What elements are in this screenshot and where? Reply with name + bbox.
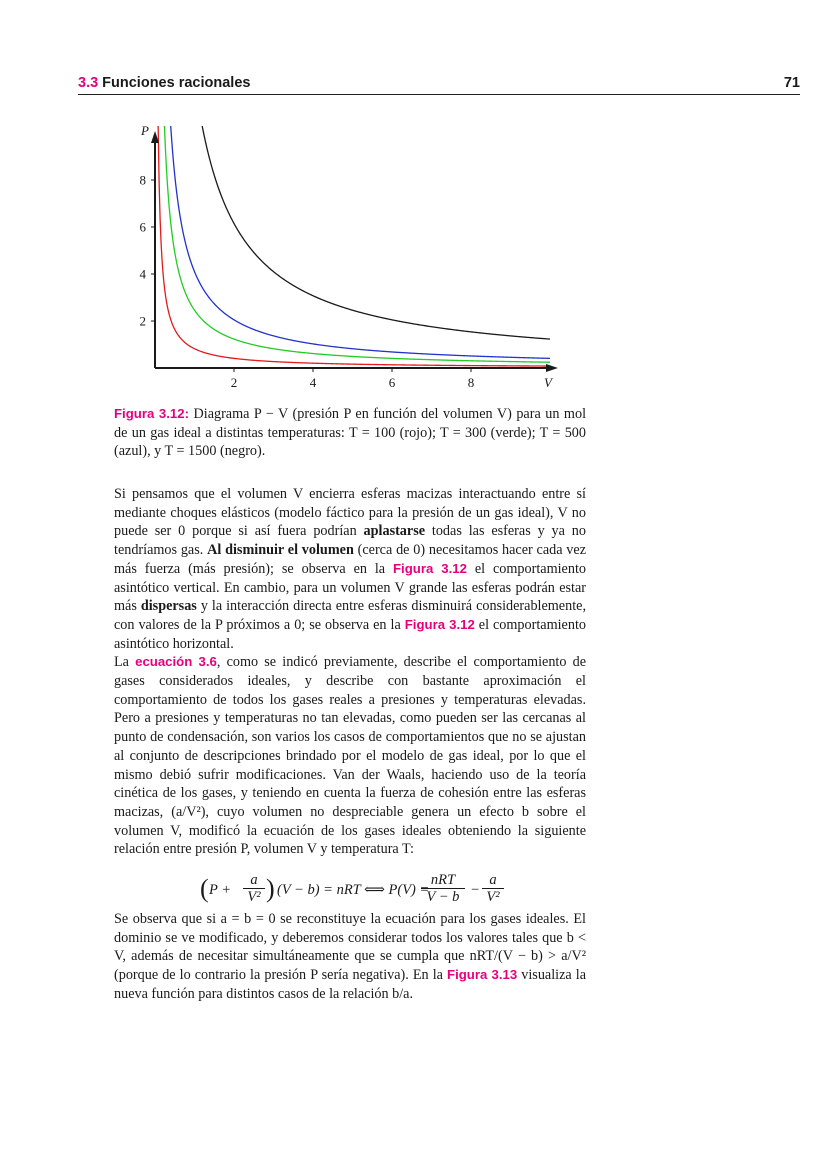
page-number: 71 — [783, 75, 800, 91]
fraction-nrt — [421, 872, 465, 905]
p1-text-2: todas las esferas y ya no tendríamos gas. — [114, 523, 586, 559]
formula-minus: − — [470, 882, 480, 898]
section-title — [78, 75, 250, 91]
x-axis-arrow — [546, 364, 558, 372]
y-tick-label: 6 — [139, 219, 146, 235]
frac-den: V² — [486, 889, 500, 905]
frac-den: V² — [247, 889, 261, 905]
fraction-a-over-v2-b — [482, 872, 504, 905]
caption-text: Diagrama P − V (presión P en función del volumen V) para un mol de un gas ideal a distintas temperaturas: T = 100 (rojo); T = 300 (verde); T = 500 (azul), y T = 1500 (negro). — [114, 406, 587, 460]
figure-caption — [114, 405, 586, 461]
x-tick-label: 6 — [388, 375, 396, 390]
p3-text-1: Se observa que si a = b = 0 se reconstituye la ecuación para los gases ideales. El dominio se ve modificado, y deberemos considerar todos los valores tales que b < V, además de necesitar simultáneamente que se cumpla que nRT/(V − b) > a/V² (porque de lo contrario la presión P sería negativa). En la — [114, 911, 586, 984]
series-line — [202, 126, 550, 339]
figure-ref-link[interactable]: Figura 3.12 — [404, 616, 475, 632]
p1-bold-1: aplastarse — [363, 523, 426, 540]
pv-diagram-chart — [115, 118, 585, 398]
p1-text-3: (cerca de 0) necesitamos hacer cada vez más fuerza (más presión); se observa en la — [114, 542, 586, 577]
x-axis-label: V — [544, 375, 552, 390]
formula-middle: (V − b) = nRT ⟺ P(V) = — [277, 882, 430, 898]
p2-text-2: , como se indicó previamente, describe el comportamiento de gases considerados ideales, y describe con bastante aproximación el comportamiento de todos los gases reales a presiones y temperaturas elevadas. Pero a presiones y temperaturas no tan elevadas, como pueden ser las cercanas al punto de condensación, son varios los casos de comportamientos que no se ajustan al conjunto de descripciones brindado por el modelo de gas ideal, por lo que el mismo debió sufrir modificaciones. Van der Waals, haciendo uso de la teoría cinética de los gases, y teniendo en cuenta la fuerza de cohesión entre las esferas macizas, (a/V²), cuyo volumen no despreciable genera un efecto b sobre el volumen V, modificó la ecuación de los gases ideales obteniendo la siguiente relación entre presión P, volumen V y temperatura T: — [114, 654, 587, 858]
x-tick-label: 2 — [230, 375, 238, 390]
open-paren: ( — [200, 874, 209, 903]
series-line — [164, 126, 550, 362]
caption-label: Figura 3.12: — [114, 406, 189, 421]
running-header — [78, 74, 800, 95]
frac-num: a — [243, 872, 265, 889]
y-tick-label: 2 — [139, 313, 146, 329]
series-layer — [158, 126, 550, 366]
frac-den: V − b — [426, 889, 460, 905]
van-der-waals-equation — [200, 872, 510, 908]
fraction-a-over-v2 — [243, 872, 265, 905]
figure-ref-link[interactable]: Figura 3.13 — [447, 967, 518, 983]
formula-p-plus: P + — [209, 882, 232, 898]
x-tick-label: 4 — [309, 375, 317, 390]
series-line — [171, 126, 550, 358]
axes-layer — [140, 123, 559, 390]
y-axis-label: P — [141, 123, 149, 138]
equation-ref-link[interactable]: ecuación 3.6 — [135, 654, 217, 670]
p1-text-4: el comportamiento asintótico vertical. En cambio, para un volumen V grande las esferas podrán estar más — [114, 560, 586, 615]
p1-text-1: Si pensamos que el volumen V encierra esferas macizas interactuando entre sí mediante choques elásticos (modelo fáctico para la presión de un gas ideal), V no puede ser 0 porque si así fuera podrían — [114, 486, 586, 540]
p3-text-2: visualiza la nueva función para distintos casos de la relación b/a. — [114, 967, 586, 1002]
series-line — [158, 126, 550, 366]
section-number: 3.3 — [78, 75, 99, 91]
paragraph-1 — [114, 485, 586, 859]
p1-bold-2: Al disminuir el volumen — [207, 542, 354, 559]
paragraph-3 — [114, 910, 586, 1004]
p1-text-6: el comportamiento asintótico horizontal. — [114, 616, 586, 652]
p1-text-5: y la interacción directa entre esferas disminuirá considerablemente, con valores de la P próximos a 0; se observa en la — [114, 598, 586, 633]
figure-ref-link[interactable]: Figura 3.12 — [393, 560, 467, 576]
y-tick-label: 4 — [139, 266, 146, 282]
p2-text-1: La — [114, 654, 136, 671]
section-title-text: Funciones racionales — [102, 75, 251, 91]
p1-bold-3: dispersas — [140, 598, 197, 615]
x-tick-label: 8 — [467, 375, 475, 390]
frac-num: a — [482, 872, 504, 889]
close-paren: ) — [266, 874, 275, 903]
frac-num: nRT — [421, 872, 465, 889]
y-tick-label: 8 — [139, 172, 146, 188]
